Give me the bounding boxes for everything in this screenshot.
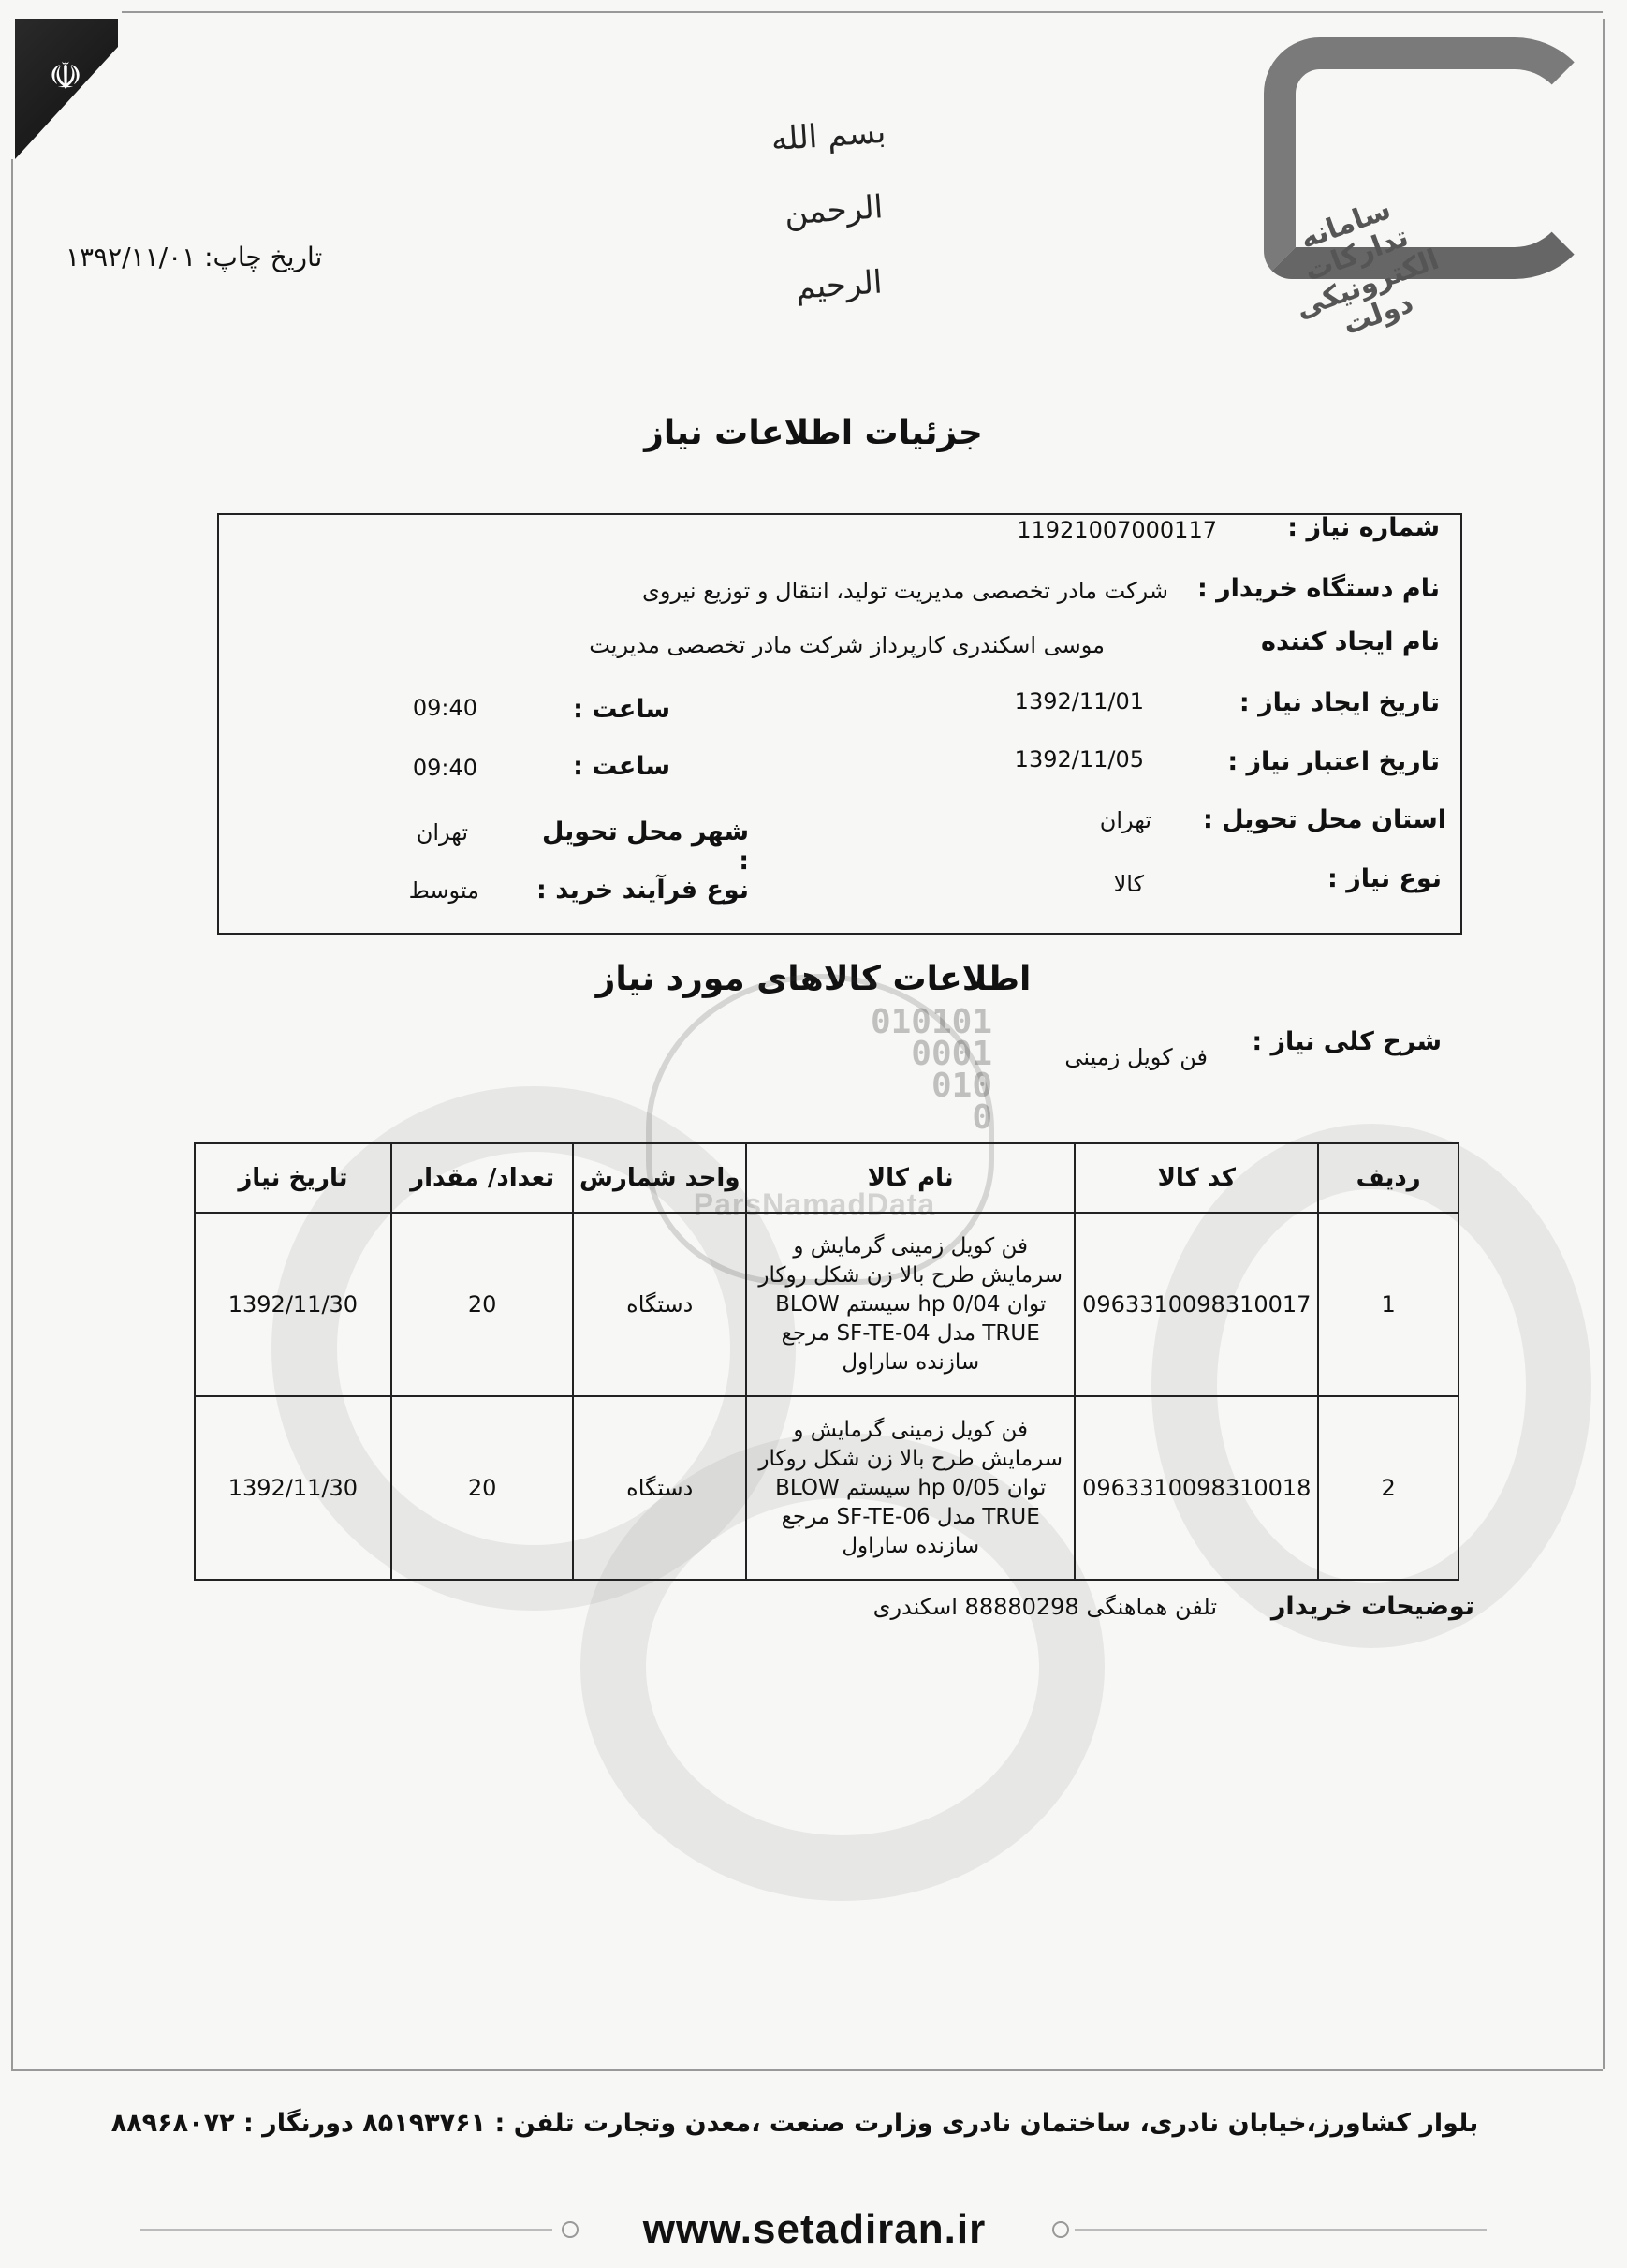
cell-row-number: 1 (1318, 1213, 1458, 1396)
province-label: استان محل تحویل : (1202, 805, 1446, 834)
page-title: جزئیات اطلاعات نیاز (644, 414, 983, 452)
city-value: تهران (416, 819, 468, 846)
need-type-value: کالا (1113, 871, 1144, 897)
creator-label: نام ایجاد کننده (1261, 627, 1440, 656)
validity-time-label: ساعت : (573, 752, 670, 781)
cell-need-date: 1392/11/30 (195, 1213, 391, 1396)
basmala-calligraphy: بسم الله الرحمن الرحیم (770, 112, 887, 307)
created-date-value: 1392/11/01 (1014, 688, 1144, 714)
created-time-value: 09:40 (412, 695, 477, 721)
cell-unit: دستگاه (573, 1396, 746, 1580)
cell-quantity: 20 (391, 1213, 574, 1396)
table-header-row (195, 1143, 1458, 1213)
need-number-label: شماره نیاز : (1287, 513, 1440, 542)
process-type-value: متوسط (408, 877, 479, 904)
cell-row-number: 2 (1318, 1396, 1458, 1580)
cell-item-code: 0963310098310017 (1075, 1213, 1318, 1396)
summary-value: فن کویل زمینی (1064, 1044, 1208, 1070)
setad-logo-caption: سامانه تدارکات الکترونیکی دولت (1291, 193, 1444, 343)
cell-quantity: 20 (391, 1396, 574, 1580)
header-quantity: تعداد/ مقدار (391, 1143, 574, 1213)
creator-value: موسی اسکندری کارپرداز شرکت مادر تخصصی مدیریت (589, 632, 1105, 658)
header-item-code: کد کالا (1075, 1143, 1318, 1213)
validity-date-label: تاریخ اعتبار نیاز : (1227, 747, 1440, 776)
footer-rule-right (1075, 2229, 1487, 2231)
goods-section-title: اطلاعات کالاهای مورد نیاز (595, 960, 1032, 998)
validity-date-value: 1392/11/05 (1014, 746, 1144, 773)
created-time-label: ساعت : (573, 695, 670, 724)
city-label: شهر محل تحویل : (541, 817, 749, 876)
created-date-label: تاریخ ایجاد نیاز : (1239, 688, 1440, 717)
cell-item-code: 0963310098310018 (1075, 1396, 1318, 1580)
need-type-label: نوع نیاز : (1327, 864, 1442, 893)
cell-item-name: فن کویل زمینی گرمایش و سرمایش طرح بالا زن شکل روکار توان hp 0/04 سیستم BLOW TRUE مدل SF-TE-04 مرجع سازنده ساراول (746, 1213, 1075, 1396)
setad-logo (1226, 37, 1582, 356)
cell-item-name: فن کویل زمینی گرمایش و سرمایش طرح بالا زن شکل روکار توان hp 0/05 سیستم BLOW TRUE مدل SF-TE-06 مرجع سازنده ساراول (746, 1396, 1075, 1580)
watermark-binary: 010101 0001 010 0 (870, 1003, 992, 1137)
table-row (195, 1396, 1458, 1580)
table-row (195, 1213, 1458, 1396)
goods-table (194, 1142, 1459, 1581)
page-border-right (1603, 19, 1605, 2069)
footer-url[interactable]: www.setadiran.ir (642, 2206, 987, 2252)
buyer-label: نام دستگاه خریدار : (1196, 574, 1440, 603)
need-number-value: 11921007000117 (1017, 517, 1217, 543)
header-row-number: ردیف (1318, 1143, 1458, 1213)
page-border-bottom (11, 2069, 1603, 2071)
header-need-date: تاریخ نیاز (195, 1143, 391, 1213)
watermark-text: ParsNamadData (693, 1187, 936, 1221)
buyer-notes-value: تلفن هماهنگی 88880298 اسکندری (872, 1594, 1217, 1620)
print-date-label: تاریخ چاپ: (204, 242, 323, 272)
summary-label: شرح کلی نیاز : (1252, 1027, 1442, 1056)
footer-address: بلوار کشاورز،خیابان نادری، ساختمان نادری وزارت صنعت ،معدن وتجارت تلفن : ۸۵۱۹۳۷۶۱ دورنگار : ۸۸۹۶۸۰۷۲ (110, 2109, 1479, 2138)
footer-dot-right (1052, 2221, 1069, 2238)
cell-unit: دستگاه (573, 1213, 746, 1396)
header-unit: واحد شمارش (573, 1143, 746, 1213)
province-value: تهران (1099, 807, 1151, 833)
cell-need-date: 1392/11/30 (195, 1396, 391, 1580)
buyer-value: شرکت مادر تخصصی مدیریت تولید، انتقال و توزیع نیروی (642, 578, 1168, 604)
iran-emblem-icon: ☫ (49, 55, 82, 98)
header-item-name: نام کالا (746, 1143, 1075, 1213)
print-date-value: ۱۳۹۲/۱۱/۰۱ (66, 242, 197, 272)
print-date (66, 242, 365, 272)
process-type-label: نوع فرآیند خرید : (536, 876, 749, 905)
validity-time-value: 09:40 (412, 755, 477, 781)
footer-rule-left (140, 2229, 552, 2231)
buyer-notes-label: توضیحات خریدار (1270, 1592, 1474, 1621)
page-border-top (122, 11, 1603, 13)
